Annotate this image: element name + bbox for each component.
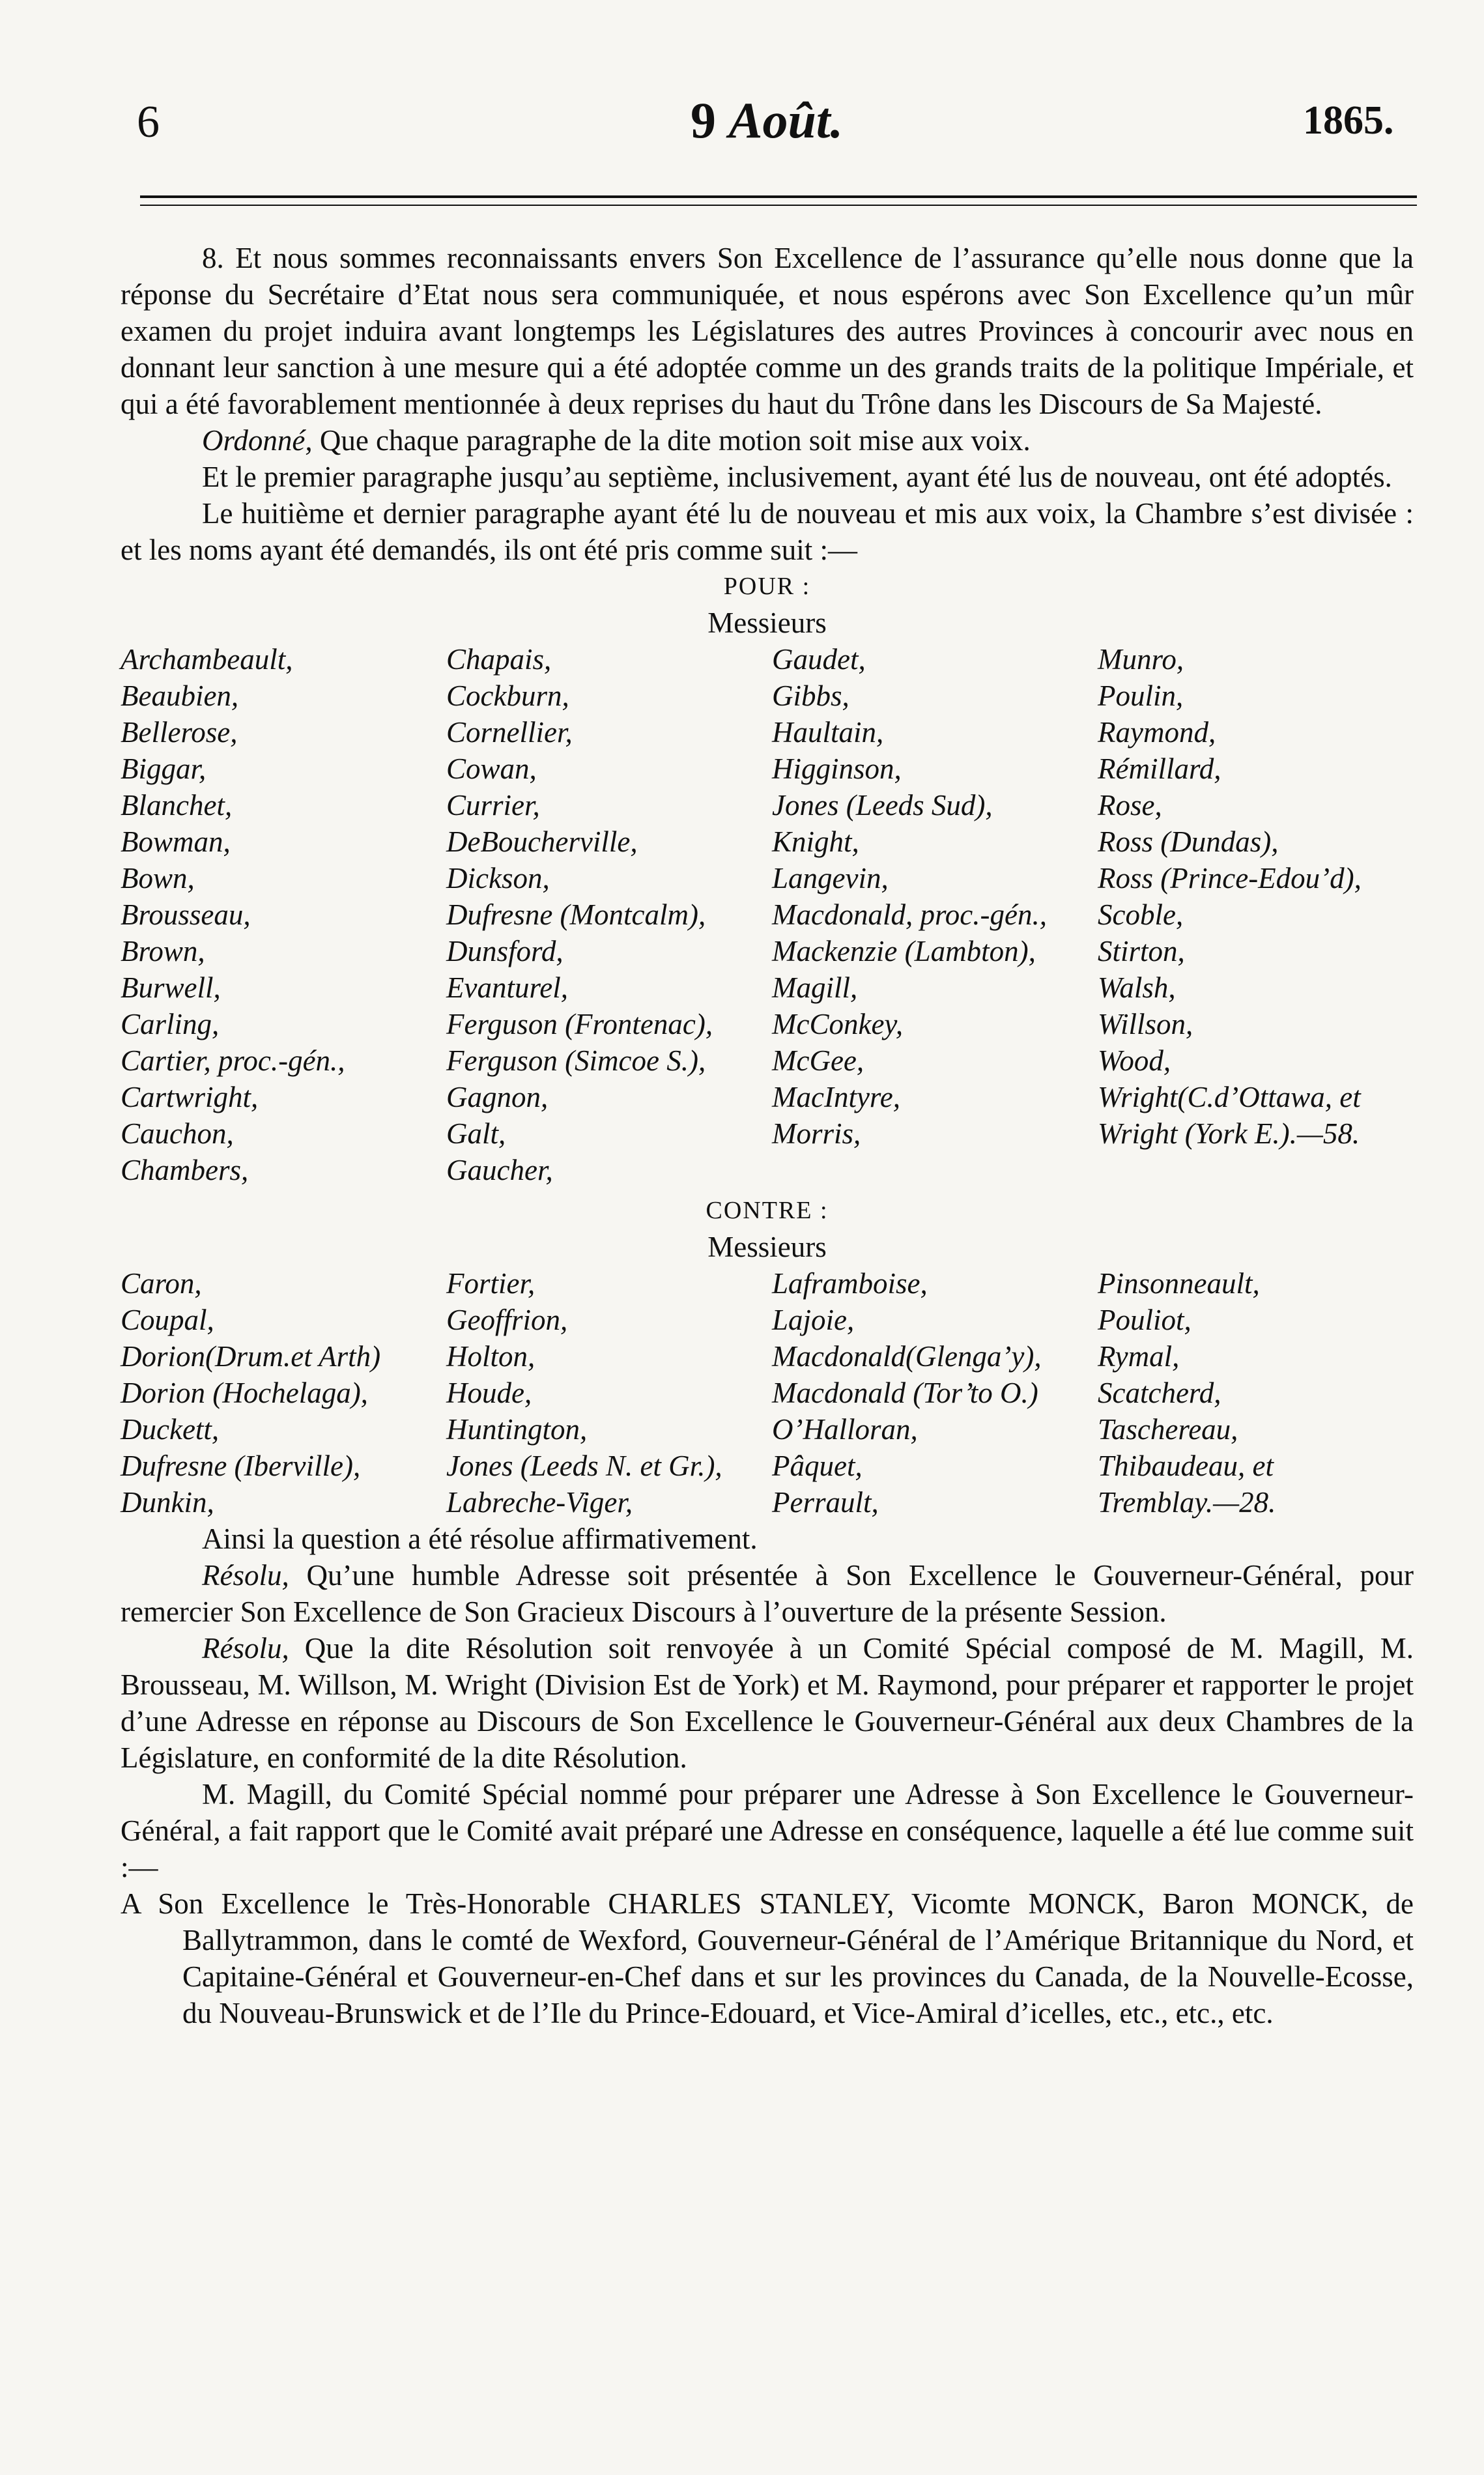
pour-name: Archambeault, <box>121 643 293 676</box>
resolu-address-paragraph <box>121 1557 1414 1630</box>
pour-name: Cauchon, <box>121 1117 234 1150</box>
pour-name: Bellerose, <box>121 716 238 749</box>
pour-name: Currier, <box>446 789 540 822</box>
page-year: 1865. <box>1303 98 1394 143</box>
pour-name: Beaubien, <box>121 680 239 712</box>
pour-name <box>1098 1152 1414 1188</box>
pour-name: Knight, <box>772 825 859 858</box>
pour-name: Dickson, <box>446 862 550 894</box>
contre-name: Taschereau, <box>1098 1413 1238 1446</box>
pour-name: Haultain, <box>772 716 884 749</box>
contre-name: Geoffrion, <box>446 1304 568 1336</box>
pour-name: Macdonald, proc.-gén., <box>772 898 1047 931</box>
contre-messieurs: Messieurs <box>707 1231 827 1263</box>
pour-name: Cartwright, <box>121 1081 259 1113</box>
pour-name: Cornellier, <box>446 716 573 749</box>
pour-name: Jones (Leeds Sud), <box>772 789 993 822</box>
pour-name: Biggar, <box>121 752 207 785</box>
pour-name: Mackenzie (Lambton), <box>772 935 1036 967</box>
contre-name: Tremblay.—28. <box>1098 1486 1276 1519</box>
contre-name: Dorion (Hochelaga), <box>121 1377 368 1409</box>
pour-name: Walsh, <box>1098 971 1176 1004</box>
date-month: Août. <box>728 92 844 149</box>
pour-name: Bowman, <box>121 825 231 858</box>
pour-name: McGee, <box>772 1044 864 1077</box>
contre-name: Caron, <box>121 1267 202 1300</box>
contre-name: Fortier, <box>446 1267 535 1300</box>
resolu-text: Que la dite Résolution soit renvoyée à un Comité Spécial composé de M. Magill, M. Brousseau, M. Willson, M. Wright (Division Est de York) et M. Raymond, pour préparer et rapporter le projet d’une Adresse en réponse au Discours de Son Excellence le Gouverneur-Général aux deux Chambres de la Législature, en conformité de la dite Résolution. <box>121 1632 1414 1774</box>
pour-name: Bown, <box>121 862 195 894</box>
pour-name: Cowan, <box>446 752 537 785</box>
first-paragraph-adopted: Et le premier paragraphe jusqu’au septième, inclusivement, ayant été lus de nouveau, ont été adoptés. <box>202 461 1392 493</box>
pour-name: Scoble, <box>1098 898 1184 931</box>
contre-name: Houde, <box>446 1377 532 1409</box>
pour-name: Raymond, <box>1098 716 1216 749</box>
date-day: 9 <box>691 92 716 149</box>
contre-name: Dunkin, <box>121 1486 214 1519</box>
pour-name: Poulin, <box>1098 680 1184 712</box>
pour-name: Wright(C.d’Ottawa, et <box>1098 1081 1361 1113</box>
pour-name: Ferguson (Frontenac), <box>446 1008 713 1040</box>
pour-name: Cockburn, <box>446 680 569 712</box>
resolved-affirmatively: Ainsi la question a été résolue affirmativement. <box>202 1523 758 1555</box>
contre-name: Pâquet, <box>772 1450 863 1482</box>
pour-name: Rémillard, <box>1098 752 1221 785</box>
pour-name: Gagnon, <box>446 1081 549 1113</box>
pour-name: Brousseau, <box>121 898 251 931</box>
contre-heading: CONTRE : <box>706 1197 829 1224</box>
pour-name: Burwell, <box>121 971 221 1004</box>
page-number: 6 <box>137 97 160 147</box>
pour-name: Rose, <box>1098 789 1162 822</box>
contre-name: Pinsonneault, <box>1098 1267 1260 1300</box>
resolu-text: Qu’une humble Adresse soit présentée à Son Excellence le Gouverneur-Général, pour remercier Son Excellence de Son Gracieux Discours à l’ouverture de la présente Session. <box>121 1559 1414 1628</box>
pour-messieurs: Messieurs <box>707 607 827 639</box>
magill-report-paragraph: M. Magill, du Comité Spécial nommé pour préparer une Adresse à Son Excellence le Gouverneur-Général, a fait rapport que le Comité avait préparé une Adresse en conséquence, laquelle a été lue comme suit :— <box>121 1778 1414 1883</box>
pour-name: Wood, <box>1098 1044 1171 1077</box>
pour-name: DeBoucherville, <box>446 825 638 858</box>
paragraph-8: 8. Et nous sommes reconnaissants envers Son Excellence de l’assurance qu’elle nous donne que la réponse du Secrétaire d’Etat nous sera communiquée, et nous espérons avec Son Excellence qu’un mûr examen du projet induira avant longtemps les Législatures des autres Provinces à concourir avec nous en donnant leur sanction à une mesure qui a été adoptée comme un des grands traits de la politique Impériale, et qui a été favorablement mentionnée à deux reprises du haut du Trône dans les Discours de Sa Majesté. <box>121 242 1414 420</box>
contre-name: Dufresne (Iberville), <box>121 1450 361 1482</box>
pour-name: Langevin, <box>772 862 889 894</box>
ordonne-lead: Ordonné, <box>202 424 313 457</box>
pour-name: Brown, <box>121 935 205 967</box>
pour-name: MacIntyre, <box>772 1081 900 1113</box>
contre-name: Labreche-Viger, <box>446 1486 633 1519</box>
resolu-lead: Résolu, <box>202 1559 289 1592</box>
pour-name: Ross (Dundas), <box>1098 825 1279 858</box>
ordonne-text: Que chaque paragraphe de la dite motion soit mise aux voix. <box>312 424 1031 457</box>
eighth-paragraph-division: Le huitième et dernier paragraphe ayant été lu de nouveau et mis aux voix, la Chambre s’est divisée : et les noms ayant été demandés, ils ont été pris comme suit :— <box>121 497 1414 566</box>
contre-name: Dorion(Drum.et Arth) <box>121 1340 381 1373</box>
pour-name: Stirton, <box>1098 935 1185 967</box>
pour-name: Morris, <box>772 1117 861 1150</box>
contre-name: Thibaudeau, et <box>1098 1450 1274 1482</box>
pour-name: Galt, <box>446 1117 506 1150</box>
pour-name: Gibbs, <box>772 680 849 712</box>
contre-name: Scatcherd, <box>1098 1377 1221 1409</box>
pour-name: Munro, <box>1098 643 1184 676</box>
pour-name: Evanturel, <box>446 971 569 1004</box>
pour-name: Ross (Prince-Edou’d), <box>1098 862 1362 894</box>
contre-name: Lajoie, <box>772 1304 855 1336</box>
pour-name: Magill, <box>772 971 858 1004</box>
contre-name: O’Halloran, <box>772 1413 918 1446</box>
resolu-committee-paragraph <box>121 1630 1414 1776</box>
contre-name: Macdonald (Tor’to O.) <box>772 1377 1038 1409</box>
pour-name: Cartier, proc.-gén., <box>121 1044 345 1077</box>
pour-name: McConkey, <box>772 1008 904 1040</box>
contre-name: Coupal, <box>121 1304 214 1336</box>
contre-name: Macdonald(Glenga’y), <box>772 1340 1042 1373</box>
address-salutation: A Son Excellence le Très-Honorable CHARLES STANLEY, Vicomte MONCK, Baron MONCK, de Ballytrammon, dans le comté de Wexford, Gouverneur-Général de l’Amérique Britannique du Nord, et Capitaine-Général et Gouverneur-en-Chef dans et sur les provinces du Canada, de la Nouvelle-Ecosse, du Nouveau-Brunswick et de l’Ile du Prince-Edouard, et Vice-Amiral d’icelles, etc., etc., etc. <box>121 1887 1414 2029</box>
pour-name <box>772 1152 1098 1188</box>
pour-heading: POUR : <box>723 573 811 600</box>
ordonne-paragraph <box>121 422 1414 459</box>
pour-name: Wright (York E.).—58. <box>1098 1117 1360 1150</box>
page-date <box>691 91 843 150</box>
contre-name: Perrault, <box>772 1486 879 1519</box>
header-rule-thin <box>140 205 1417 206</box>
contre-name: Pouliot, <box>1098 1304 1191 1336</box>
pour-name: Dunsford, <box>446 935 564 967</box>
pour-name: Chapais, <box>446 643 552 676</box>
contre-name: Holton, <box>446 1340 535 1373</box>
header-rule-thick <box>140 195 1417 198</box>
journal-text <box>121 240 1414 2031</box>
contre-name: Laframboise, <box>772 1267 928 1300</box>
contre-name: Jones (Leeds N. et Gr.), <box>446 1450 722 1482</box>
pour-name: Carling, <box>121 1008 220 1040</box>
pour-name: Willson, <box>1098 1008 1193 1040</box>
pour-name: Blanchet, <box>121 789 233 822</box>
resolu-lead: Résolu, <box>202 1632 289 1665</box>
pour-name: Chambers, <box>121 1154 249 1186</box>
pour-name: Ferguson (Simcoe S.), <box>446 1044 706 1077</box>
contre-names-list <box>121 1265 1414 1521</box>
contre-name: Rymal, <box>1098 1340 1180 1373</box>
pour-name: Dufresne (Montcalm), <box>446 898 706 931</box>
contre-name: Duckett, <box>121 1413 220 1446</box>
pour-name: Gaudet, <box>772 643 866 676</box>
pour-name: Gaucher, <box>446 1154 553 1186</box>
contre-name: Huntington, <box>446 1413 588 1446</box>
pour-name: Higginson, <box>772 752 902 785</box>
pour-names-list <box>121 641 1414 1188</box>
